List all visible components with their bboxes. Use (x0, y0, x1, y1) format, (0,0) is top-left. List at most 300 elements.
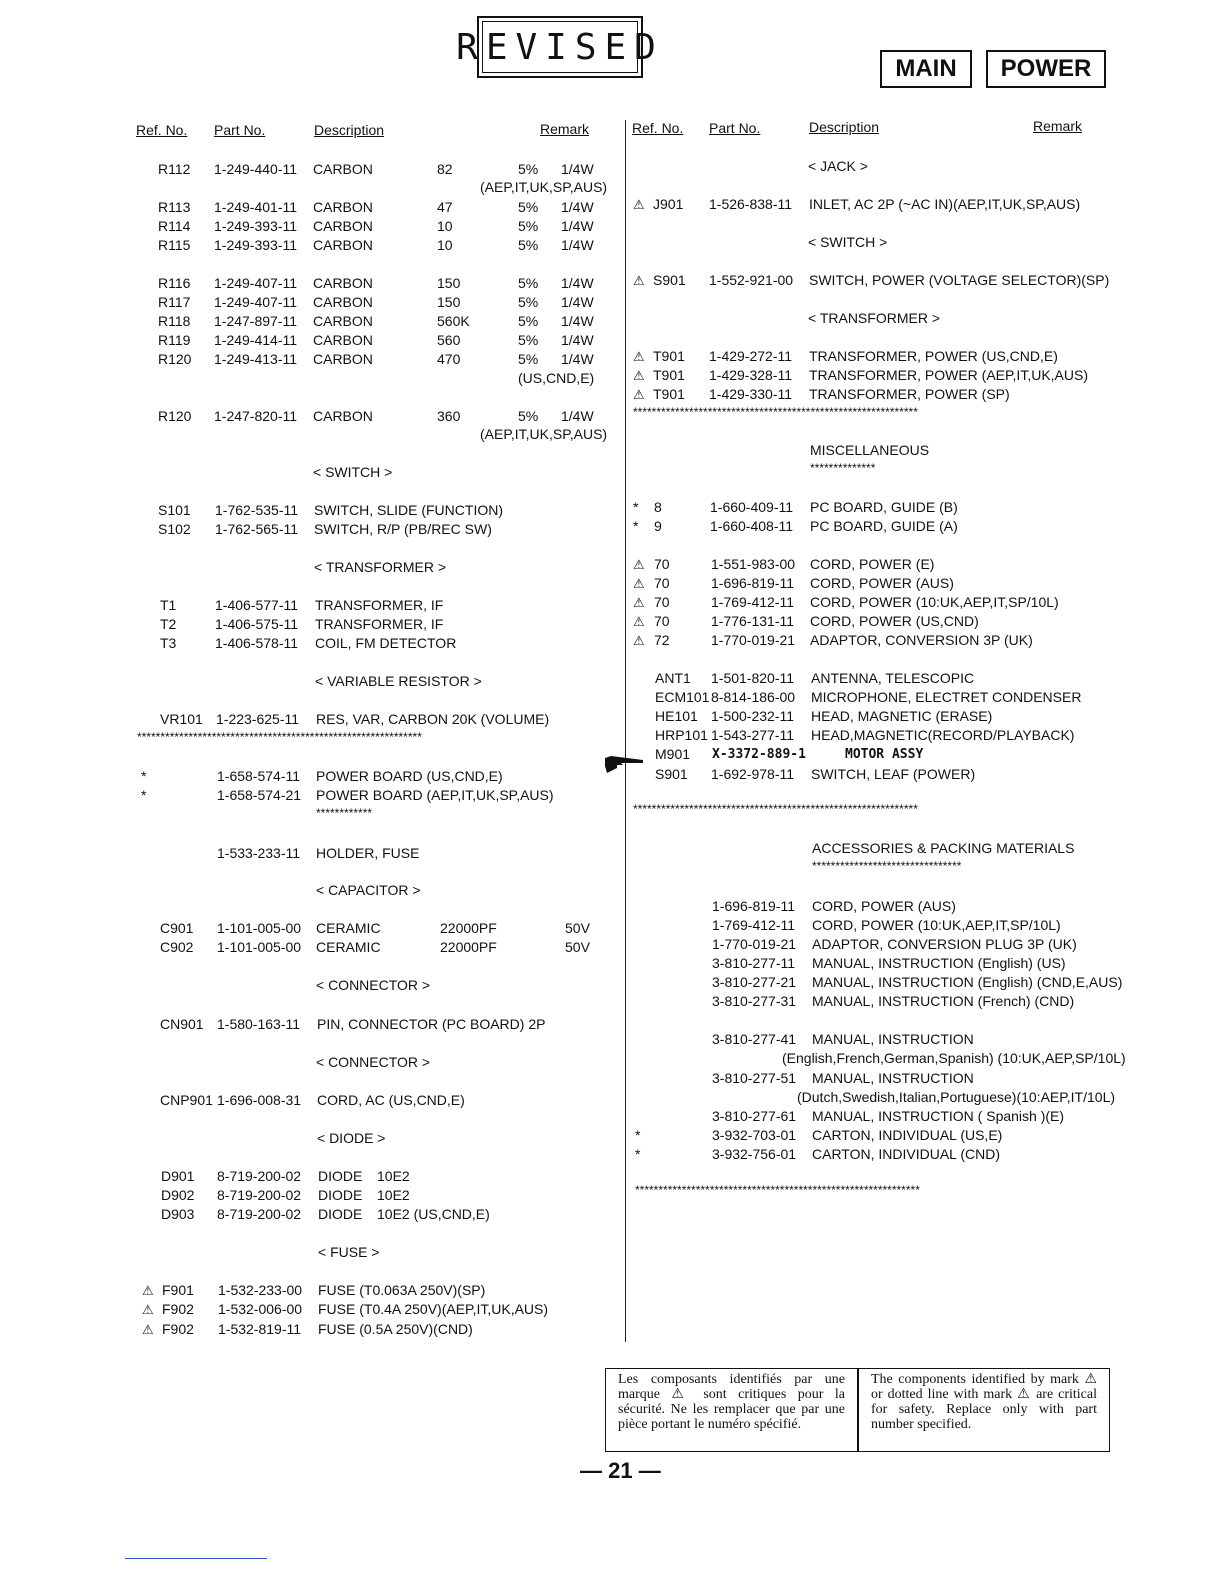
ref-no: R113 (158, 199, 191, 215)
table-row (0, 1205, 620, 1224)
ref-no: 70 (654, 594, 670, 610)
description: CERAMIC (316, 939, 381, 955)
warning-icon: ⚠ (633, 633, 645, 648)
warning-icon: ⚠ (633, 614, 645, 629)
ref-no: R115 (158, 237, 191, 253)
description: SWITCH, R/P (PB/REC SW) (314, 521, 492, 537)
value: 150 (437, 275, 461, 291)
table-row (0, 1186, 620, 1205)
ref-no: D903 (161, 1206, 195, 1222)
description: CARBON (313, 161, 373, 177)
part-no: 3-810-277-61 (712, 1108, 797, 1124)
part-no: 1-696-819-11 (712, 898, 796, 914)
mark: * (633, 499, 639, 515)
category-connector: < CONNECTOR > (316, 1054, 431, 1070)
warning-icon: ⚠ (142, 1283, 154, 1298)
table-row (0, 574, 1224, 593)
part-no: 8-719-200-02 (217, 1168, 302, 1184)
description: POWER BOARD (AEP,IT,UK,SP,AUS) (316, 787, 554, 803)
description: CARBON (313, 199, 373, 215)
description: MICROPHONE, ELECTRET CONDENSER (811, 689, 1082, 705)
ref-no: * (141, 768, 147, 784)
description: HOLDER, FUSE (316, 845, 420, 861)
table-row (0, 669, 1224, 688)
part-no: 3-810-277-41 (712, 1031, 797, 1047)
table-row (0, 1320, 620, 1339)
part-no: 1-660-409-11 (710, 499, 794, 515)
tolerance: 5% (518, 275, 539, 291)
part-no: 3-810-277-31 (712, 993, 797, 1009)
description: TRANSFORMER, POWER (SP) (809, 386, 1010, 402)
tolerance: 5% (518, 218, 539, 234)
wattage: 1/4W (561, 237, 594, 253)
ref-no: 70 (654, 575, 670, 591)
table-row (0, 707, 1224, 726)
part-no: 1-770-019-21 (712, 936, 797, 952)
description: TRANSFORMER, IF (315, 616, 444, 632)
description: PC BOARD, GUIDE (A) (810, 518, 958, 534)
ref-no: R120 (158, 351, 192, 367)
part-no: 1-406-575-11 (215, 616, 299, 632)
category-variable-resistor: < VARIABLE RESISTOR > (315, 673, 482, 689)
category-fuse: < FUSE > (318, 1244, 380, 1260)
warning-icon: ⚠ (633, 595, 645, 610)
left-header-part-no: Part No. (214, 122, 266, 138)
ref-no: CNP901 (160, 1092, 213, 1108)
safety-notice-french: Les composants identifiés par une marque ⚠ sont critiques pour la sécurité. Ne les remplacer que par une pièce portant le numéro spécifié. (605, 1368, 858, 1452)
remark: (Dutch,Swedish,Italian,Portuguese)(10:AEP,IT/10L) (797, 1089, 1116, 1105)
part-no: 1-429-272-11 (709, 348, 793, 364)
ref-no: R116 (158, 275, 191, 291)
wattage: 1/4W (561, 294, 594, 310)
part-no: 1-769-412-11 (711, 594, 795, 610)
revised-text: REVISED (456, 26, 664, 68)
part-no: 3-932-703-01 (712, 1127, 797, 1143)
part-no: 1-658-574-11 (217, 768, 301, 784)
ref-no: S102 (158, 521, 191, 537)
accessories-title: ACCESSORIES & PACKING MATERIALS (812, 840, 1075, 856)
table-row (0, 195, 1224, 214)
part-no: 1-101-005-00 (217, 920, 302, 936)
description: FUSE (T0.4A 250V)(AEP,IT,UK,AUS) (318, 1301, 549, 1317)
description: TRANSFORMER, POWER (US,CND,E) (809, 348, 1058, 364)
table-row (0, 897, 1224, 916)
tolerance: 5% (518, 313, 539, 329)
part-no: 1-533-233-11 (217, 845, 301, 861)
description: CARTON, INDIVIDUAL (CND) (812, 1146, 1000, 1162)
ref-no: F902 (162, 1301, 194, 1317)
part-no: 1-249-413-11 (214, 351, 298, 367)
table-row-remark (0, 1049, 1224, 1068)
warning-icon: ⚠ (633, 349, 645, 364)
ref-no: C902 (160, 939, 194, 955)
description: CARTON, INDIVIDUAL (US,E) (812, 1127, 1003, 1143)
ref-no: 9 (654, 518, 662, 534)
category-connector: < CONNECTOR > (316, 977, 431, 993)
part-no: 1-249-407-11 (214, 294, 298, 310)
part-no: 1-770-019-21 (711, 632, 796, 648)
right-header-description: Description (809, 119, 880, 135)
value: 47 (437, 199, 453, 215)
part-no: 1-406-578-11 (215, 635, 299, 651)
table-row (0, 293, 620, 312)
ref-no: 70 (654, 556, 670, 572)
table-row (0, 517, 1224, 536)
tolerance: 5% (518, 237, 539, 253)
value: 10E2 (377, 1187, 410, 1203)
ref-no: 70 (654, 613, 670, 629)
part-no: 1-552-921-00 (709, 272, 794, 288)
ref-no: T1 (160, 597, 177, 613)
wattage: 1/4W (561, 351, 594, 367)
wattage: 1/4W (561, 275, 594, 291)
part-no: 1-249-414-11 (214, 332, 298, 348)
table-row (0, 992, 1224, 1011)
table-row (0, 236, 620, 255)
part-no: 1-249-393-11 (214, 237, 298, 253)
part-no: 1-247-897-11 (214, 313, 298, 329)
tolerance: 5% (518, 332, 539, 348)
part-no: 8-814-186-00 (711, 689, 796, 705)
part-no: X-3372-889-1 (712, 747, 806, 762)
safety-notice-english: The components identified by mark ⚠ or dotted line with mark ⚠ are critical for safety. Replace only with part number specified. (858, 1368, 1110, 1452)
ref-no: F901 (162, 1282, 194, 1298)
value: 470 (437, 351, 461, 367)
value: 10E2 (377, 1168, 410, 1184)
value: 22000PF (440, 920, 497, 936)
part-no: 1-501-820-11 (711, 670, 795, 686)
table-row (0, 1300, 620, 1319)
part-no: 1-532-233-00 (218, 1282, 303, 1298)
description: ADAPTOR, CONVERSION 3P (UK) (810, 632, 1033, 648)
part-no: 1-658-574-21 (217, 787, 302, 803)
value: 10 (437, 237, 453, 253)
ref-no: 8 (654, 499, 662, 515)
value: 82 (437, 161, 453, 177)
description: DIODE (318, 1168, 363, 1184)
part-no: 1-696-008-31 (217, 1092, 302, 1108)
part-no: 1-692-978-11 (711, 766, 795, 782)
table-row (0, 612, 1224, 631)
description: POWER BOARD (US,CND,E) (316, 768, 503, 784)
part-no: 3-810-277-21 (712, 974, 797, 990)
ref-no: * (141, 787, 147, 803)
ref-no: R120 (158, 408, 192, 424)
description: TRANSFORMER, IF (315, 597, 444, 613)
part-no: 1-532-006-00 (218, 1301, 303, 1317)
table-row (0, 498, 1224, 517)
part-no: 1-249-393-11 (214, 218, 298, 234)
description: PC BOARD, GUIDE (B) (810, 499, 958, 515)
power-board-label: POWER (986, 50, 1106, 88)
table-row (0, 973, 1224, 992)
separator-stars: ************************************************************* (633, 802, 918, 816)
mark: * (633, 518, 639, 534)
description: DIODE (318, 1187, 363, 1203)
wattage: 1/4W (561, 218, 594, 234)
wattage: 1/4W (561, 313, 594, 329)
table-row (0, 954, 1224, 973)
table-row (0, 916, 1224, 935)
remark: (AEP,IT,UK,SP,AUS) (480, 426, 608, 442)
ref-no: HRP101 (655, 727, 708, 743)
mark: * (635, 1146, 641, 1162)
tolerance: 5% (518, 351, 539, 367)
description: ANTENNA, TELESCOPIC (811, 670, 975, 686)
separator-stars: ************ (316, 806, 373, 820)
ref-no: T901 (653, 367, 685, 383)
value: 560 (437, 332, 461, 348)
part-no: 1-249-401-11 (214, 199, 298, 215)
description: SWITCH, LEAF (POWER) (811, 766, 976, 782)
ref-no: CN901 (160, 1016, 204, 1032)
description: CARBON (313, 275, 373, 291)
description: MANUAL, INSTRUCTION (812, 1070, 974, 1086)
table-row (0, 935, 1224, 954)
table-row (0, 844, 620, 863)
part-no: 1-769-412-11 (712, 917, 796, 933)
description: CARBON (313, 294, 373, 310)
ref-no: D901 (161, 1168, 195, 1184)
description: CARBON (313, 408, 373, 424)
ref-no: S101 (158, 502, 191, 518)
ref-no: F902 (162, 1321, 194, 1337)
description: CARBON (313, 218, 373, 234)
tolerance: 5% (518, 408, 539, 424)
part-no: 1-500-232-11 (711, 708, 795, 724)
footer-rule (125, 1558, 267, 1559)
part-no: 1-543-277-11 (711, 727, 795, 743)
value: 560K (437, 313, 470, 329)
category-capacitor: < CAPACITOR > (316, 882, 421, 898)
separator-stars: ************************************************************* (635, 1183, 920, 1197)
part-no: 8-719-200-02 (217, 1187, 302, 1203)
description: CORD, POWER (10:UK,AEP,IT,SP/10L) (810, 594, 1059, 610)
voltage: 50V (565, 939, 590, 955)
description: SWITCH, POWER (VOLTAGE SELECTOR)(SP) (809, 272, 1110, 288)
category-jack: < JACK > (808, 158, 868, 174)
part-no: 8-719-200-02 (217, 1206, 302, 1222)
warning-icon: ⚠ (142, 1302, 154, 1317)
description: HEAD,MAGNETIC(RECORD/PLAYBACK) (811, 727, 1075, 743)
part-no: 1-406-577-11 (215, 597, 299, 613)
description: CARBON (313, 237, 373, 253)
ref-no: T3 (160, 635, 177, 651)
right-header-remark: Remark (1033, 118, 1083, 134)
part-no: 1-762-535-11 (215, 502, 299, 518)
mark: * (635, 1127, 641, 1143)
remark: (US,CND,E) (518, 370, 595, 386)
description: MANUAL, INSTRUCTION (English) (US) (812, 955, 1066, 971)
ref-no: T901 (653, 348, 685, 364)
page-number: — 21 — (580, 1458, 661, 1483)
description: RES, VAR, CARBON 20K (VOLUME) (316, 711, 550, 727)
description: CARBON (313, 351, 373, 367)
ref-no: R117 (158, 294, 191, 310)
description: MANUAL, INSTRUCTION (812, 1031, 974, 1047)
table-row (0, 555, 1224, 574)
table-row (0, 786, 620, 805)
description: MOTOR ASSY (845, 747, 924, 762)
table-row-remark (0, 425, 620, 444)
wattage: 1/4W (561, 332, 594, 348)
table-row (0, 347, 1224, 366)
ref-no: ECM101 (655, 689, 710, 705)
ref-no: C901 (160, 920, 194, 936)
left-header-description: Description (314, 122, 385, 138)
part-no: 3-810-277-11 (712, 955, 796, 971)
part-no: 3-932-756-01 (712, 1146, 797, 1162)
table-row-remark (0, 1088, 1224, 1107)
table-row (0, 1281, 620, 1300)
ref-no: VR101 (160, 711, 203, 727)
value: 22000PF (440, 939, 497, 955)
description: CORD, AC (US,CND,E) (317, 1092, 465, 1108)
value: 360 (437, 408, 461, 424)
revised-stamp (456, 16, 664, 78)
table-row (0, 1167, 620, 1186)
wattage: 1/4W (561, 161, 594, 177)
ref-no: ANT1 (655, 670, 691, 686)
part-no: 1-429-330-11 (709, 386, 793, 402)
category-transformer: < TRANSFORMER > (314, 559, 446, 575)
table-row (0, 726, 1224, 745)
part-no: 1-696-819-11 (711, 575, 795, 591)
wattage: 1/4W (561, 408, 594, 424)
description: SWITCH, SLIDE (FUNCTION) (314, 502, 503, 518)
table-row (0, 1107, 1224, 1126)
part-no: 1-526-838-11 (709, 196, 793, 212)
description: MANUAL, INSTRUCTION (English) (CND,E,AUS) (812, 974, 1123, 990)
ref-no: R119 (158, 332, 191, 348)
description: INLET, AC 2P (~AC IN)(AEP,IT,UK,SP,AUS) (809, 196, 1081, 212)
wattage: 1/4W (561, 199, 594, 215)
warning-icon: ⚠ (633, 368, 645, 383)
table-row (0, 271, 1224, 290)
voltage: 50V (565, 920, 590, 936)
table-row (0, 631, 1224, 650)
table-row (0, 217, 620, 236)
description: FUSE (T0.063A 250V)(SP) (318, 1282, 486, 1298)
ref-no: J901 (653, 196, 684, 212)
part-no: 1-532-819-11 (218, 1321, 302, 1337)
value: 10 (437, 218, 453, 234)
table-row (0, 688, 1224, 707)
ref-no: S901 (653, 272, 686, 288)
ref-no: M901 (655, 746, 691, 762)
description: CARBON (313, 332, 373, 348)
description: PIN, CONNECTOR (PC BOARD) 2P (317, 1016, 546, 1032)
part-no: 1-249-440-11 (214, 161, 298, 177)
ref-no: HE101 (655, 708, 698, 724)
description: DIODE (318, 1206, 363, 1222)
part-no: 1-580-163-11 (217, 1016, 301, 1032)
part-no: 1-223-625-11 (216, 711, 300, 727)
ref-no: 72 (654, 632, 670, 648)
category-diode: < DIODE > (317, 1130, 386, 1146)
ref-no: R118 (158, 313, 191, 329)
description: TRANSFORMER, POWER (AEP,IT,UK,AUS) (809, 367, 1088, 383)
description: CARBON (313, 313, 373, 329)
left-header-remark: Remark (540, 121, 590, 137)
table-row (0, 385, 1224, 404)
ref-no: D902 (161, 1187, 195, 1203)
remark: (AEP,IT,UK,SP,AUS) (480, 179, 608, 195)
tolerance: 5% (518, 161, 539, 177)
description: MANUAL, INSTRUCTION ( Spanish )(E) (812, 1108, 1065, 1124)
part-no: 1-660-408-11 (710, 518, 794, 534)
right-header-ref-no: Ref. No. (632, 120, 684, 136)
part-no: 1-776-131-11 (711, 613, 795, 629)
separator-stars: ************** (810, 461, 876, 475)
description: CERAMIC (316, 920, 381, 936)
warning-icon: ⚠ (633, 387, 645, 402)
description: FUSE (0.5A 250V)(CND) (318, 1321, 473, 1337)
warning-icon: ⚠ (633, 576, 645, 591)
part-no: 1-429-328-11 (709, 367, 793, 383)
table-row (0, 366, 1224, 385)
description: CORD, POWER (10:UK,AEP,IT,SP/10L) (812, 917, 1061, 933)
warning-icon: ⚠ (633, 197, 645, 212)
miscellaneous-title: MISCELLANEOUS (810, 442, 930, 458)
value: 10E2 (US,CND,E) (377, 1206, 490, 1222)
value: 150 (437, 294, 461, 310)
description: ADAPTOR, CONVERSION PLUG 3P (UK) (812, 936, 1077, 952)
part-no: 1-249-407-11 (214, 275, 298, 291)
table-row (0, 1145, 1224, 1164)
table-row (0, 312, 620, 331)
table-row (0, 407, 620, 426)
warning-icon: ⚠ (633, 557, 645, 572)
table-row (0, 765, 1224, 784)
description: CORD, POWER (US,CND) (810, 613, 979, 629)
warning-icon: ⚠ (142, 1322, 154, 1337)
separator-stars: ******************************** (812, 859, 962, 873)
right-header-part-no: Part No. (709, 120, 761, 136)
category-switch: < SWITCH > (808, 234, 888, 250)
description: CORD, POWER (AUS) (810, 575, 954, 591)
category-switch: < SWITCH > (313, 464, 393, 480)
table-row (0, 1126, 1224, 1145)
ref-no: R112 (158, 161, 191, 177)
separator-stars: ************************************************************* (137, 730, 422, 744)
ref-no: R114 (158, 218, 191, 234)
ref-no: T901 (653, 386, 685, 402)
description: HEAD, MAGNETIC (ERASE) (811, 708, 993, 724)
table-row (0, 1069, 1224, 1088)
table-row (0, 593, 1224, 612)
main-board-label: MAIN (880, 50, 972, 88)
table-row (0, 1030, 1224, 1049)
part-no: 1-762-565-11 (215, 521, 299, 537)
table-row (0, 160, 620, 179)
part-no: 3-810-277-51 (712, 1070, 797, 1086)
description: CORD, POWER (AUS) (812, 898, 956, 914)
description: MANUAL, INSTRUCTION (French) (CND) (812, 993, 1075, 1009)
warning-icon: ⚠ (633, 273, 645, 288)
table-row (0, 745, 1224, 764)
tolerance: 5% (518, 199, 539, 215)
description: CORD, POWER (E) (810, 556, 935, 572)
category-transformer: < TRANSFORMER > (808, 310, 940, 326)
part-no: 1-247-820-11 (214, 408, 298, 424)
separator-stars: ************************************************************* (633, 405, 918, 419)
part-no: 1-551-983-00 (711, 556, 796, 572)
ref-no: S901 (655, 766, 688, 782)
description: COIL, FM DETECTOR (315, 635, 457, 651)
tolerance: 5% (518, 294, 539, 310)
part-no: 1-101-005-00 (217, 939, 302, 955)
